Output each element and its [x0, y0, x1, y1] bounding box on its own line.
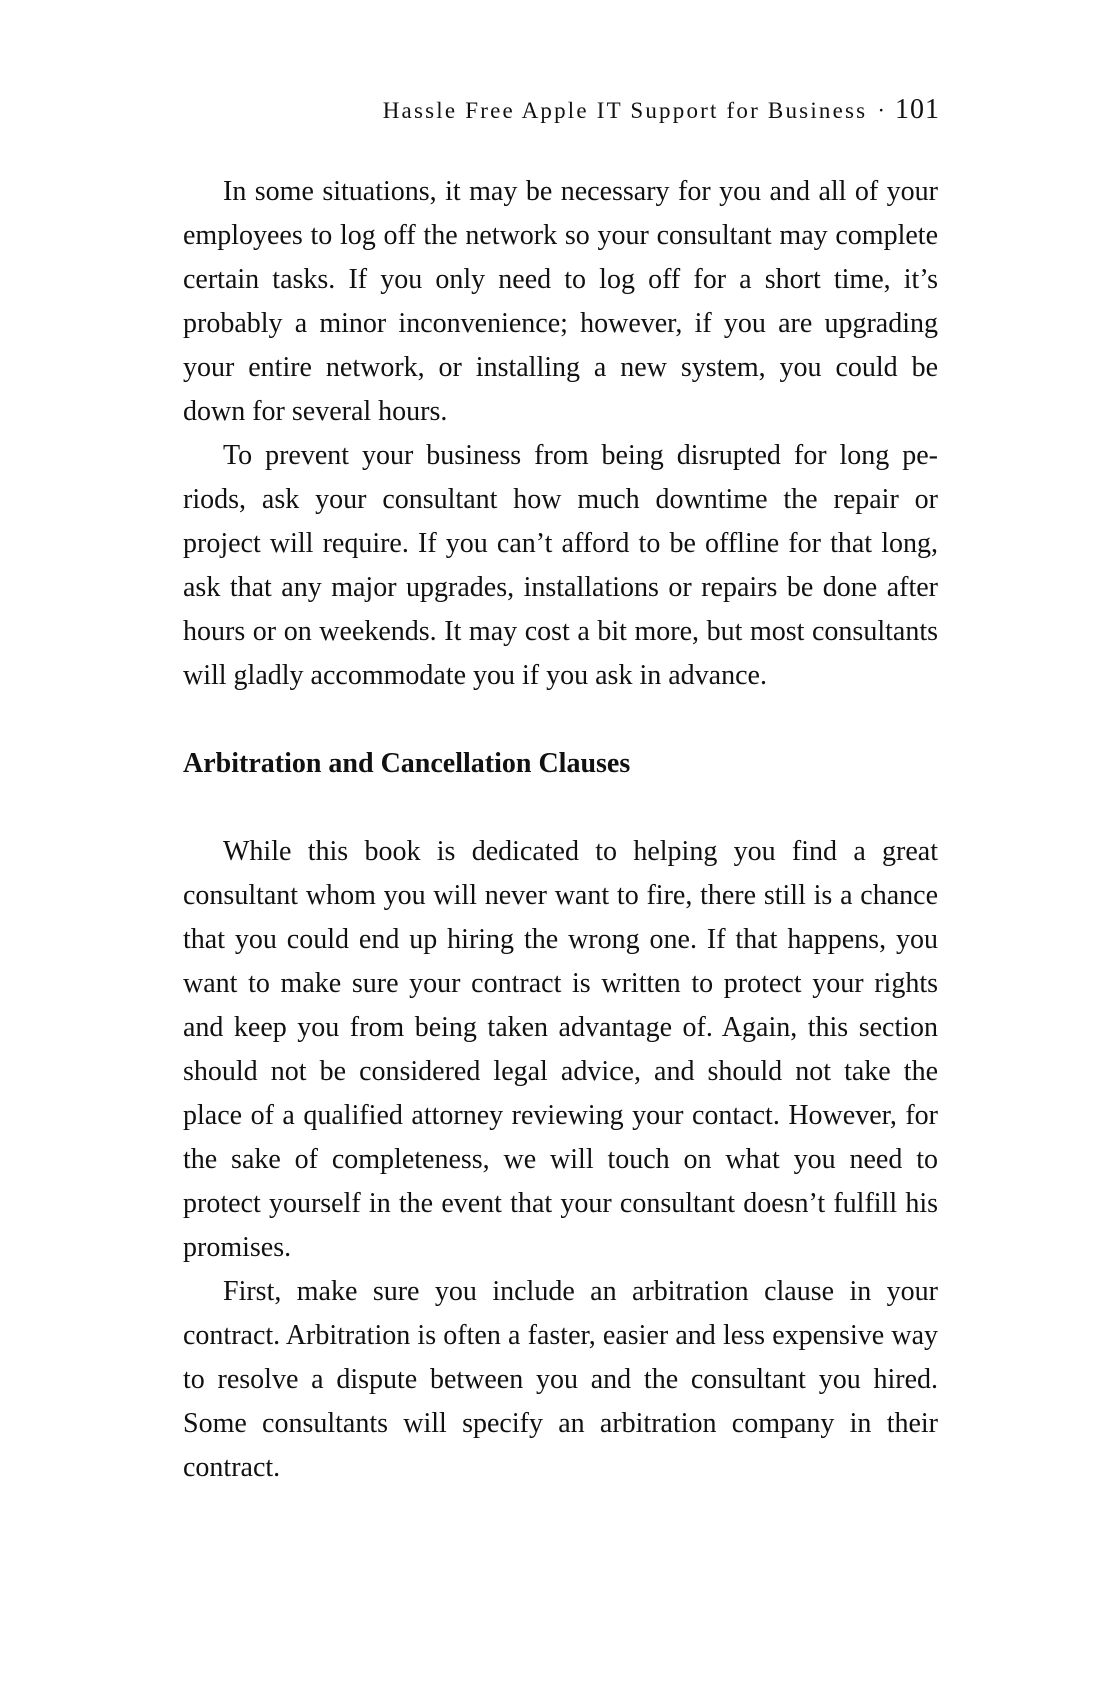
- section-heading: Arbitration and Cancellation Clauses: [183, 748, 631, 779]
- page-number: 101: [895, 94, 940, 125]
- paragraph-prevent-disruption: To prevent your business from being disrupted for long periods, ask your consultant how much downtime the repair or project will require. If you can’t afford to be offline for that long, ask that any major upgrades, installations or repairs be done after hours or on weekends. It may cost a bit more, but most consultants will gladly accommodate you if you ask in advance.: [183, 440, 938, 691]
- paragraph-wrong-consultant: While this book is dedicated to helping you find a great consultant whom you will never want to fire, there still is a chance that you could end up hiring the wrong one. If that happens, you want to make sure your contract is written to protect your rights and keep you from being taken advantage of. Again, this section should not be considered legal advice, and should not take the place of a qualified attorney reviewing your contact. However, for the sake of completeness, we will touch on what you need to protect yourself in the event that your consultant doesn’t fulfill his promises.: [183, 836, 938, 1263]
- paragraph-downtime: In some situations, it may be necessary for you and all of your employees to log off the network so your consultant may complete certain tasks. If you only need to log off for a short time, it’s probably a minor inconvenience; however, if you are upgrading your entire network, or installing a new system, you could be down for several hours.: [183, 176, 938, 427]
- running-header-title: Hassle Free Apple IT Support for Business: [382, 98, 868, 123]
- running-header: [383, 94, 940, 126]
- paragraph-arbitration-clause: First, make sure you include an arbitration clause in your contract. Arbitration is often a faster, easier and less expensive way to resolve a dispute between you and the consultant you hired. Some consultants will specify an arbitration company in their contract.: [183, 1276, 938, 1483]
- header-separator-dot: ·: [877, 98, 885, 123]
- body-text: [183, 170, 938, 1490]
